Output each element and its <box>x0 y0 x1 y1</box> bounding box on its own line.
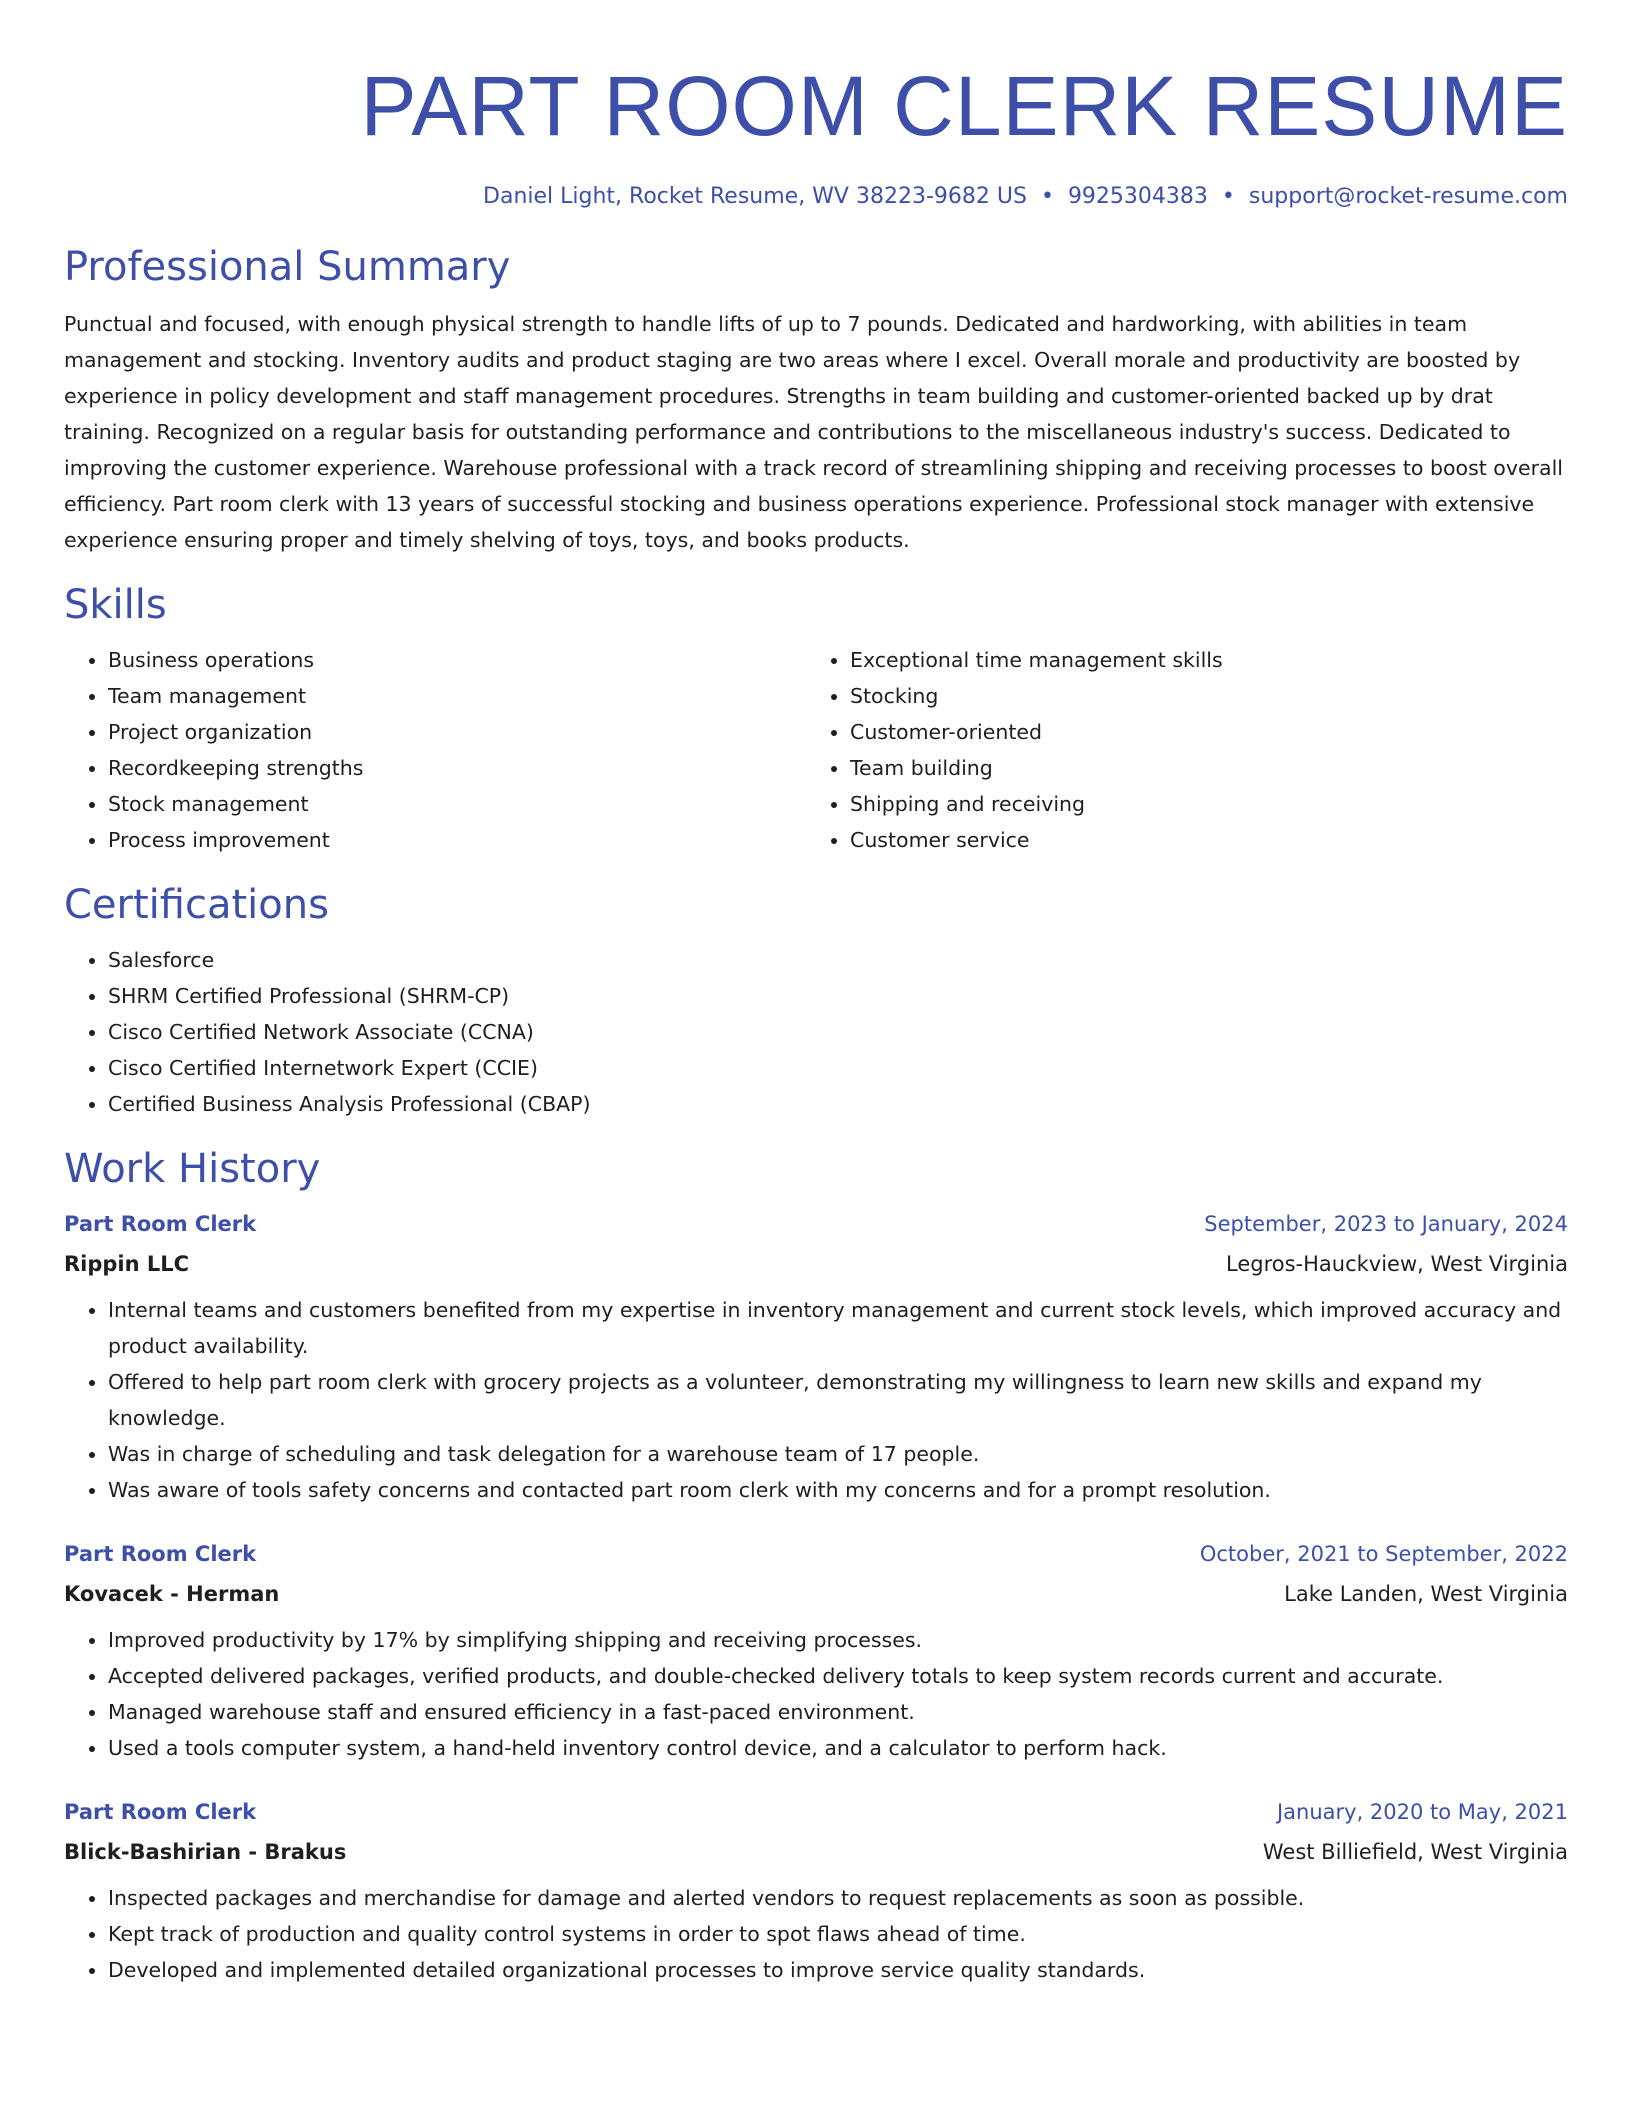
job-bullet: • Was in charge of scheduling and task delegation for a warehouse team of 17 people. <box>108 1436 1568 1472</box>
skill-item: • Exceptional time management skills <box>850 642 1548 678</box>
contact-address: Daniel Light, Rocket Resume, WV 38223-9682 US <box>483 184 1027 209</box>
summary-section <box>64 242 1568 558</box>
job-title: Part Room Clerk <box>64 1542 257 1566</box>
job-dates: September, 2023 to January, 2024 <box>1204 1212 1568 1236</box>
certification-item: • Cisco Certified Internetwork Expert (CCIE) <box>108 1050 1568 1086</box>
skill-item: • Customer service <box>850 822 1548 858</box>
skill-item: • Business operations <box>108 642 806 678</box>
job-company-row <box>64 1832 1568 1872</box>
section-heading-skills: Skills <box>64 582 167 628</box>
section-heading-work-history: Work History <box>64 1146 321 1192</box>
job-bullet: • Developed and implemented detailed organizational processes to improve service quality standards. <box>108 1952 1568 1988</box>
summary-text: Punctual and focused, with enough physical strength to handle lifts of up to 7 pounds. Dedicated and hardworking, with abilities in team management and stocking. Inventory audits and product staging are two areas where I excel. Overall morale and productivity are boosted by experience in policy development and staff management procedures. Strengths in team building and customer-oriented backed up by drat training. Recognized on a regular basis for outstanding performance and contributions to the miscellaneous industry's success. Dedicated to improving the customer experience. Warehouse professional with a track record of streamlining shipping and receiving processes to boost overall efficiency. Part room clerk with 13 years of successful stocking and business operations experience. Professional stock manager with extensive experience ensuring proper and timely shelving of toys, toys, and books products. <box>64 312 1563 552</box>
certification-item: • Salesforce <box>108 942 1568 978</box>
job-bullet: • Accepted delivered packages, verified products, and double-checked delivery totals to keep system records current and accurate. <box>108 1658 1568 1694</box>
contact-phone: 9925304383 <box>1067 184 1208 209</box>
skill-item: • Process improvement <box>108 822 806 858</box>
job-company-row <box>64 1244 1568 1284</box>
certification-item: • Cisco Certified Network Associate (CCNA) <box>108 1014 1568 1050</box>
job-entry <box>64 1534 1568 1766</box>
job-location: Legros-Hauckview, West Virginia <box>1226 1252 1568 1276</box>
skill-item: • Project organization <box>108 714 806 750</box>
skills-column-left <box>64 642 806 858</box>
skills-grid <box>64 642 1568 858</box>
job-company: Blick-Bashirian - Brakus <box>64 1840 347 1864</box>
job-title: Part Room Clerk <box>64 1800 257 1824</box>
resume-title: PART ROOM CLERK RESUME <box>360 59 1568 153</box>
contact-separator: • <box>1221 184 1235 209</box>
job-bullet: • Used a tools computer system, a hand-held inventory control device, and a calculator to perform hack. <box>108 1730 1568 1766</box>
job-title-row <box>64 1204 1568 1244</box>
skill-item: • Team building <box>850 750 1548 786</box>
certifications-section <box>64 880 1568 1122</box>
skills-section <box>64 580 1568 858</box>
certification-item: • Certified Business Analysis Professional (CBAP) <box>108 1086 1568 1122</box>
job-dates: October, 2021 to September, 2022 <box>1199 1542 1568 1566</box>
job-bullet: • Improved productivity by 17% by simplifying shipping and receiving processes. <box>108 1622 1568 1658</box>
resume-page <box>64 0 1568 1988</box>
job-bullet: • Offered to help part room clerk with grocery projects as a volunteer, demonstrating my willingness to learn new skills and expand my knowledge. <box>108 1364 1568 1436</box>
skill-item: • Stock management <box>108 786 806 822</box>
job-company: Rippin LLC <box>64 1252 190 1276</box>
job-location: West Billiefield, West Virginia <box>1262 1840 1568 1864</box>
job-dates: January, 2020 to May, 2021 <box>1276 1800 1568 1824</box>
contact-line <box>64 182 1568 212</box>
job-company: Kovacek - Herman <box>64 1582 280 1606</box>
job-bullet: • Inspected packages and merchandise for damage and alerted vendors to request replacements as soon as possible. <box>108 1880 1568 1916</box>
contact-separator: • <box>1040 184 1054 209</box>
job-bullet: • Was aware of tools safety concerns and contacted part room clerk with my concerns and for a prompt resolution. <box>108 1472 1568 1508</box>
job-title: Part Room Clerk <box>64 1212 257 1236</box>
job-entry <box>64 1204 1568 1508</box>
job-title-row <box>64 1534 1568 1574</box>
skill-item: • Team management <box>108 678 806 714</box>
job-title-row <box>64 1792 1568 1832</box>
job-entry <box>64 1792 1568 1988</box>
section-heading-summary: Professional Summary <box>64 244 511 290</box>
job-bullet: • Kept track of production and quality control systems in order to spot flaws ahead of time. <box>108 1916 1568 1952</box>
skill-item: • Stocking <box>850 678 1548 714</box>
work-history-section <box>64 1144 1568 1988</box>
job-company-row <box>64 1574 1568 1614</box>
job-bullet: • Managed warehouse staff and ensured efficiency in a fast-paced environment. <box>108 1694 1568 1730</box>
contact-email[interactable]: support@rocket-resume.com <box>1248 184 1568 209</box>
skill-item: • Recordkeeping strengths <box>108 750 806 786</box>
skill-item: • Shipping and receiving <box>850 786 1548 822</box>
job-bullet: • Internal teams and customers benefited from my expertise in inventory management and current stock levels, which improved accuracy and product availability. <box>108 1292 1568 1364</box>
section-heading-certifications: Certifications <box>64 882 329 928</box>
certification-item: • SHRM Certified Professional (SHRM-CP) <box>108 978 1568 1014</box>
skill-item: • Customer-oriented <box>850 714 1548 750</box>
skills-column-right <box>806 642 1548 858</box>
job-location: Lake Landen, West Virginia <box>1284 1582 1568 1606</box>
